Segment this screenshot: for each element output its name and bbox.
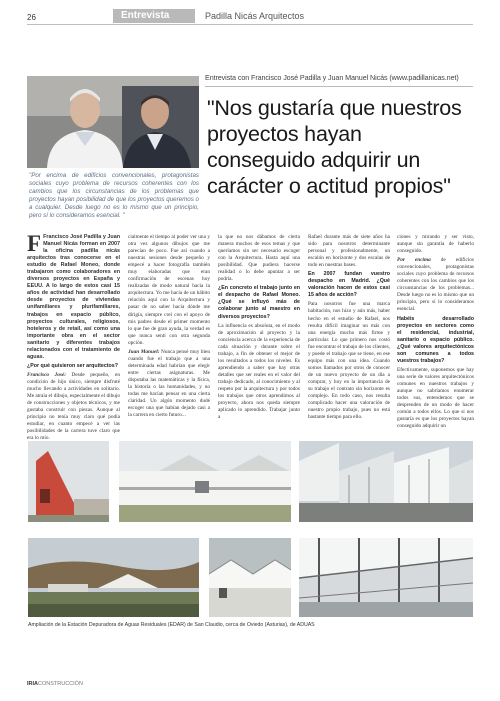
credit-divider (205, 86, 473, 87)
article-column-5 (397, 234, 474, 432)
header-divider (27, 24, 473, 25)
photo-caption: Ampliación de la Estación Depuradora de Aguas Residuales (EDAR) de San Claudio, cerca de Oviedo (Asturias), de ADUAS (28, 622, 315, 628)
question-4: Habéis desarrollado proyectos en sectores como el residencial, industrial, sanitario o espacio público. ¿Qué valores arquitectónicos son comunes a todos vuestros trabajos? (397, 315, 474, 364)
question-1: ¿Por qué quisieron ser arquitectos? (27, 362, 118, 369)
building-photo-sawtooth-roof (299, 441, 473, 522)
article-column-4 (308, 234, 390, 423)
paragraph: Efectivamente, suponemos que hay una serie de valores arquitectónicos comunes en nuestros trabajos y aunque no sabríamos enumerar todos sus, entendemos que se desprenden de un modo de hacer común a todos ellos. Lo que sí nos gustaría es que los proyectos hayan conseguido adquirir un (397, 366, 474, 430)
article-column-3 (218, 234, 300, 423)
question-3: En 2007 fundan vuestro despacho en Madrid. ¿Qué valoración hacen de estos casi 15 años de acción? (308, 271, 390, 299)
footer-brand (27, 681, 83, 687)
answer-1: Francisco José: Desde pequeño, en condición de hijo único, siempre disfruté mucho llevando a actividades en solitario. Me atraía el dibujo, especialmente el dibujo de construcciones y objetos técnicos, y me gustaba construir con piezas. Aunque al principio no tenía muy claro qué podía estudiar, en cuanto empecé a ver las posibilidades de la carrera tuve claro que era lo mío. (27, 371, 120, 442)
paragraph: ciones y mirando y ser visto, aunque sin garantía de haberlo conseguido. (397, 234, 474, 255)
building-photo-white-roofs (209, 538, 291, 617)
answer-5: Por encima de edificios convencionales, protagonistas sociales cuyo problema de recursos coherentes con los cambios que los circunstancias de los problemas... Desde luego no es lo mismo que un principio, pero sí lo consideramos esencial. (397, 257, 474, 313)
intro-paragraph: F Francisco José Padilla y Juan Manuel Nicás forman en 2007 la oficina padilla nicás arquitectos tras conocerse en el estudio de Rafael Moneo, donde trabajaron como colaboradores en diversos proyectos en España y EEUU. A lo largo de estos casi 15 años de actividad han desarrollado desde proyectos de viviendas unifamiliares y plurifamiliares, trabajos en espacio público, proyectos culturales, religiosos, hoteleros y de retail, así como una importante obra en el sector sanitario y diferentes trabajos relacionados con el tratamiento de aguas. (27, 231, 120, 360)
speaker-name: Por encima (397, 257, 431, 264)
architects-portrait-photo (27, 76, 199, 168)
page-number: 26 (27, 13, 36, 22)
paragraph: cialmente el tiempo al poder ver una y otra vez algunos dibujos que me parecían de poco. Fue así cuando a nuestras sesiones desde pequeño y empecé a hacer fotografía también muy elaboradas que eran confirmación de escenas hoy realizadas de modo natural hacia la arquitectura. Yo me hacía de un hábito relación aquí con la Arquitectura y pasar de no saber hacia dónde me dirigía, siempre creí con el apoyo de mis padres desde el primer momento lo que fue de gran ayuda, la verdad es que nunca sentí con otra segunda opción. (128, 234, 210, 346)
headline: "Nos gustaría que nuestros proyectos hayan conseguido adquirir un carácter o actitud propios" (207, 96, 462, 198)
building-photo-landscape (28, 538, 199, 617)
paragraph: la que no nos dábamos de cierta manera muchos de esos temas y que queríamos sin ser necesario escoger con la Arquitectura. Hasta aquí una posibilidad. Que pudiera hacerse realidad o lo debe apuntar a ser podría. (218, 234, 300, 283)
paragraph: Para nosotros fue una marca habitación, nos hizo y aún más, haber hecho en el estudio de Rafael, nos resulta difícil imaginar un más con una energía mucho más firme y particular. Lo que primero nos costó fue encontrar el trabajo de los clientes, y puede el trabajo que se tiene, en ese equipo más con una idea. Cuando somos llamados por otros de conocer de un nuevo proyecto de un día a comprar, y hoy en la importancia de su trabajo el contrato sin horizonte es complejo. En todo caso, nos resulta complicado hacer una valoración de nuestro propio trabajo, pues no está bastante tiempo para ello. (308, 301, 390, 421)
header-title: Padilla Nicás Arquitectos (205, 11, 305, 21)
article-column-1 (27, 231, 120, 444)
paragraph: La influencia es absoluta, en el modo de aproximación al proyecto y la conciencia acerca de la experiencia de cada situación y durante sobre el trabajo, a fin de obtener el mejor de los resultados a todos los niveles. Es aprendiendo a saber que hay otras detalles que ser reales en el valor del trabajo dedicado, al conocimiento y al respeto por la arquitectura y por todos los trabajos que otros aprendimos al proyecto, ahora nos queda siempre aplicado lo aprendido. Trabajar junto a (218, 322, 300, 421)
building-photo-interior-structure (299, 538, 473, 617)
building-photo-red-facade (28, 441, 109, 522)
footer-brand-name: IRIA (27, 681, 38, 687)
pull-quote: "Por encima de edificios convencionales, protagonistas sociales cuyo problema de recursos coherentes con los cambios que los circunstancias de los problemas que proyectos hayan posibilidad de que los proyectos queremos o a cualquier. Desde luego no es lo mismo que un principio, pero sí lo consideramos esencial. " (29, 172, 199, 219)
footer-brand-subtitle: CONSTRUCCIÓN (38, 681, 83, 687)
answer-2: Juan Manuel: Nunca pensé muy bien cuando fue el trabajo que a una determinada edad habrían que elegir entre ciertas asignaturas. Me disputaba las matemáticas y la física, la historia o las humanidades, y no todas me hacían pensar en una cierta claridad. Un algún momento dudé escoger una que habían dejado casi a la carrera en cierto futuro... (128, 348, 210, 419)
article-column-2 (128, 234, 210, 421)
drop-cap: F (27, 231, 42, 256)
building-photo-low-facade (119, 441, 291, 522)
speaker-name: Francisco José: (27, 371, 67, 378)
question-2: ¿En concreto el trabajo junto en el despacho de Rafael Moneo. ¿Qué se influyó más de colaborar junto al maestro en diversos proyectos? (218, 285, 300, 320)
interview-credit: Entrevista con Francisco José Padilla y Juan Manuel Nicás (www.padillanicas.net) (205, 73, 459, 82)
section-label: Entrevista (113, 9, 195, 23)
paragraph: Rafael durante más de siete años ha sido para nosotros determinante personal y profesionalmente, un escalón en horizonte y dos escalas de todo en nuestras bases. (308, 234, 390, 269)
speaker-name: Juan Manuel: (128, 348, 160, 355)
